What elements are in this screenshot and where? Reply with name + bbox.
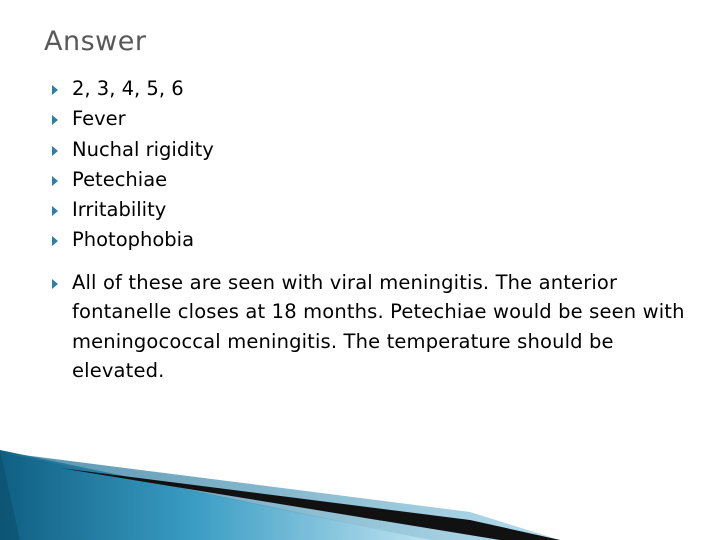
bullet-arrow-icon (52, 206, 58, 216)
bullet-item (52, 74, 692, 104)
bullet-text: Fever (72, 107, 126, 131)
bullet-text: 2, 3, 4, 5, 6 (72, 77, 184, 100)
bullet-item (52, 195, 692, 225)
bullet-arrow-icon (52, 236, 58, 246)
explanation-text: All of these are seen with viral meningitis. The anterior fontanelle closes at 18 months. Petechiae would be seen with meningococcal meningitis. The temperature should be elevated. (72, 270, 685, 383)
bullet-text: Petechiae (72, 167, 168, 191)
bullet-arrow-icon (52, 146, 58, 156)
explanation-bullet (52, 268, 692, 386)
bullet-item (52, 165, 692, 195)
bullet-arrow-icon (52, 279, 58, 289)
bullet-item (52, 135, 692, 165)
bullet-list (52, 74, 692, 386)
bullet-text: Photophobia (72, 228, 195, 252)
bullet-arrow-icon (52, 176, 58, 186)
slide-title: Answer (44, 26, 147, 57)
bullet-text: Nuchal rigidity (72, 137, 214, 161)
bullet-arrow-icon (52, 115, 58, 125)
bullet-item (52, 225, 692, 255)
corner-swoosh-decoration (0, 450, 720, 540)
bullet-arrow-icon (52, 85, 58, 95)
bullet-item (52, 104, 692, 134)
bullet-text: Irritability (72, 198, 167, 222)
